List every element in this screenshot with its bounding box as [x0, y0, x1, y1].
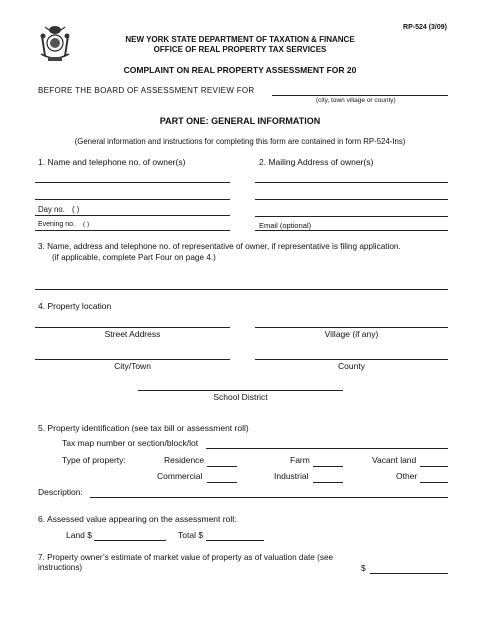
commercial-checkbox-line[interactable]	[207, 471, 237, 483]
city-town-input[interactable]	[35, 348, 230, 360]
board-sub-label: (city, town village or county)	[316, 97, 396, 104]
q4-label: 4. Property location	[38, 301, 112, 311]
commercial-label: Commercial	[157, 471, 203, 481]
county-label: County	[338, 361, 365, 371]
mailing-address-line-1[interactable]	[255, 171, 448, 183]
form-title: COMPLAINT ON REAL PROPERTY ASSESSMENT FOR 20	[123, 65, 357, 75]
q5-label: 5. Property identification (see tax bill or assessment roll)	[38, 423, 249, 433]
evening-no-label: Evening no.	[38, 221, 75, 228]
residence-checkbox-line[interactable]	[207, 455, 237, 467]
evening-phone-input[interactable]	[35, 220, 230, 231]
state-seal-logo	[38, 24, 72, 64]
owner-name-line-1[interactable]	[35, 171, 230, 183]
total-value-input[interactable]	[206, 529, 264, 541]
form-id: RP-524 (3/09)	[403, 24, 447, 31]
email-label: Email (optional)	[259, 221, 312, 230]
q6-label: 6. Assessed value appearing on the assessment roll:	[38, 514, 237, 524]
street-address-label: Street Address	[104, 329, 161, 339]
vacant-land-label: Vacant land	[372, 455, 417, 465]
street-address-input[interactable]	[35, 316, 230, 328]
farm-checkbox-line[interactable]	[313, 455, 343, 467]
before-board-label: BEFORE THE BOARD OF ASSESSMENT REVIEW FOR	[38, 86, 255, 95]
tax-map-label: Tax map number or section/block/lot	[62, 438, 199, 448]
industrial-checkbox-line[interactable]	[313, 471, 343, 483]
other-label: Other	[396, 471, 418, 481]
description-label: Description:	[38, 487, 83, 497]
part-one-heading: PART ONE: GENERAL INFORMATION	[159, 116, 321, 126]
q3-line2: (if applicable, complete Part Four on page 4.)	[52, 253, 216, 262]
owner-name-line-2[interactable]	[35, 188, 230, 200]
county-input[interactable]	[255, 348, 448, 360]
part-one-note: (General information and instructions for completing this form are contained in form RP-524-Ins)	[74, 137, 406, 146]
agency-line1: NEW YORK STATE DEPARTMENT OF TAXATION & FINANCE	[125, 35, 355, 44]
farm-label: Farm	[290, 455, 310, 465]
total-label: Total $	[178, 530, 204, 540]
other-checkbox-line[interactable]	[420, 471, 448, 483]
tax-map-input[interactable]	[206, 437, 448, 449]
vacant-land-checkbox-line[interactable]	[420, 455, 448, 467]
evening-no-paren: ( )	[83, 221, 90, 228]
village-input[interactable]	[255, 316, 448, 328]
mailing-address-line-2[interactable]	[255, 188, 448, 200]
day-phone-input[interactable]	[35, 205, 230, 216]
q2-label: 2. Mailing Address of owner(s)	[259, 157, 374, 167]
representative-input[interactable]	[35, 278, 448, 290]
day-no-label: Day no.	[38, 205, 65, 214]
industrial-label: Industrial	[274, 471, 309, 481]
residence-label: Residence	[164, 455, 205, 465]
village-label: Village (if any)	[324, 329, 379, 339]
market-value-dollar: $	[361, 563, 366, 573]
land-value-input[interactable]	[94, 529, 166, 541]
day-no-paren: ( )	[72, 205, 80, 214]
q7-line2: instructions)	[38, 563, 83, 572]
market-value-input[interactable]	[370, 562, 448, 574]
school-district-input[interactable]	[138, 379, 343, 391]
email-input[interactable]	[255, 220, 448, 231]
type-of-property-label: Type of property:	[62, 455, 126, 465]
description-input[interactable]	[90, 486, 448, 498]
board-jurisdiction-input[interactable]	[272, 84, 448, 96]
school-district-label: School District	[213, 392, 268, 402]
q1-label: 1. Name and telephone no. of owner(s)	[38, 157, 186, 167]
city-town-label: City/Town	[114, 361, 151, 371]
mailing-address-line-3[interactable]	[255, 205, 448, 217]
q3-line1: 3. Name, address and telephone no. of representative of owner, if representative is filing application.	[38, 242, 401, 251]
q7-line1: 7. Property owner’s estimate of market value of property as of valuation date (see	[38, 553, 334, 562]
agency-line2: OFFICE OF REAL PROPERTY TAX SERVICES	[153, 45, 327, 54]
land-label: Land $	[66, 530, 92, 540]
